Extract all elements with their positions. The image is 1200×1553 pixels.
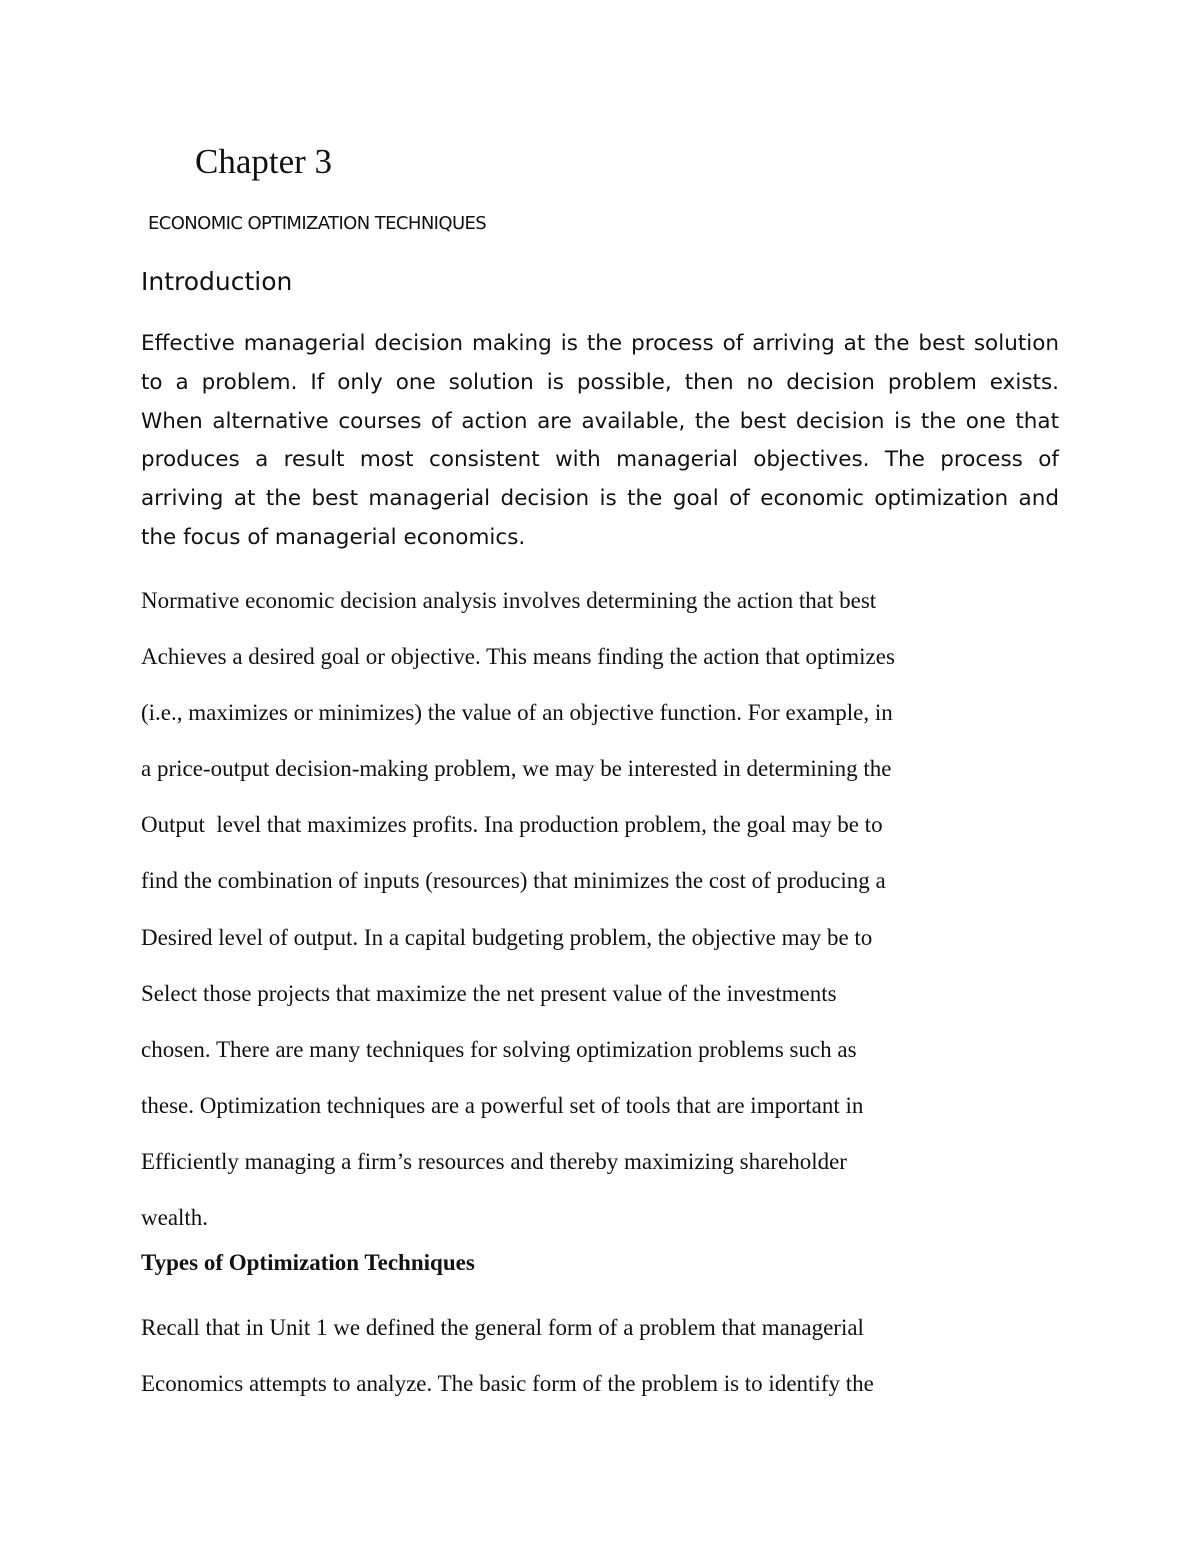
paragraph-line: Recall that in Unit 1 we defined the general form of a problem that managerial	[141, 1315, 864, 1340]
paragraph-line: arriving at the best managerial decision is the goal of economic optimization and	[141, 486, 1059, 512]
paragraph-line: find the combination of inputs (resources) that minimizes the cost of producing a	[141, 868, 886, 894]
paragraph-line: Efficiently managing a firm’s resources and thereby maximizing shareholder	[141, 1148, 847, 1174]
paragraph-line: Select those projects that maximize the net present value of the investments	[141, 980, 837, 1006]
paragraph-line: Economics attempts to analyze. The basic form of the problem is to identify the	[141, 1371, 874, 1397]
paragraph-line: Effective managerial decision making is the process of arriving at the best solution	[141, 331, 1059, 356]
paragraph-line: wealth.	[141, 1205, 209, 1231]
paragraph-line: to a problem. If only one solution is possible, then no decision problem exists.	[141, 369, 1059, 395]
normative-analysis-paragraph	[141, 573, 1061, 1246]
paragraph-line: chosen. There are many techniques for solving optimization problems such as	[141, 1036, 857, 1062]
paragraph-line: Desired level of output. In a capital budgeting problem, the objective may be to	[141, 924, 873, 950]
types-paragraph	[141, 1300, 1061, 1412]
introduction-paragraph	[141, 325, 1059, 558]
chapter-title: Chapter 3	[195, 142, 333, 181]
paragraph-line: (i.e., maximizes or minimizes) the value of an objective function. For example, in	[141, 700, 893, 726]
types-heading: Types of Optimization Techniques	[141, 1250, 475, 1275]
paragraph-line: When alternative courses of action are available, the best decision is the one that	[141, 408, 1059, 434]
paragraph-line: Achieves a desired goal or objective. This means finding the action that optimizes	[141, 644, 895, 670]
paragraph-line: the focus of managerial economics.	[141, 524, 526, 550]
paragraph-line: produces a result most consistent with managerial objectives. The process of	[141, 447, 1059, 473]
paragraph-line: Output level that maximizes profits. Ina production problem, the goal may be to	[141, 812, 883, 838]
paragraph-line: these. Optimization techniques are a powerful set of tools that are important in	[141, 1092, 864, 1118]
introduction-heading: Introduction	[141, 267, 293, 296]
chapter-subtitle: ECONOMIC OPTIMIZATION TECHNIQUES	[148, 213, 487, 234]
paragraph-line: Normative economic decision analysis involves determining the action that best	[141, 588, 877, 613]
paragraph-line: a price-output decision-making problem, we may be interested in determining the	[141, 756, 892, 782]
